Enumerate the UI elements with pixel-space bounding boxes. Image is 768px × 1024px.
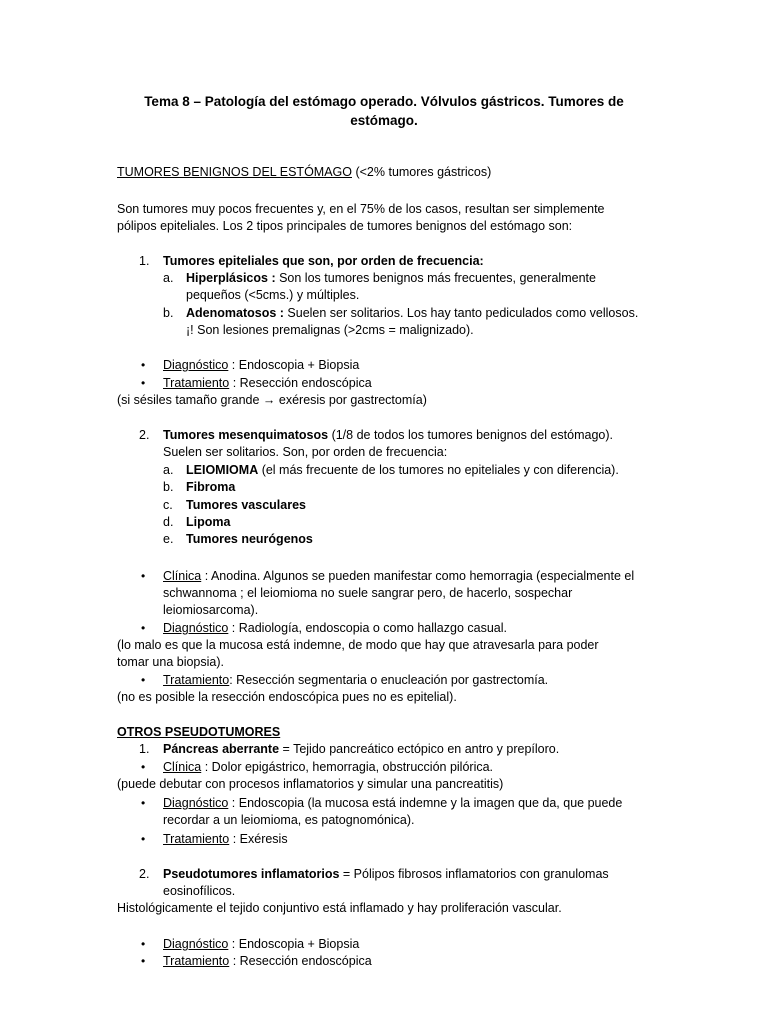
mes-diagnostico: Diagnóstico : Radiología, endoscopia o como hallazgo casual. — [163, 621, 507, 635]
p1-note: (puede debutar con procesos inflamatorios y simular una pancreatitis) — [117, 777, 504, 791]
mes-clinica: Clínica : Anodina. Algunos se pueden manifestar como hemorragia (especialmente el — [163, 569, 635, 583]
bullet-icon: • — [141, 954, 146, 968]
list-number: 2. — [139, 867, 150, 881]
bullet-icon: • — [141, 832, 146, 846]
list-number: 2. — [139, 428, 150, 442]
mes-note-3: (no es posible la resección endoscópica pues no es epitelial). — [117, 690, 457, 704]
item-epiteliales: Tumores epiteliales que son, por orden de frecuencia: — [163, 254, 484, 268]
sublist-letter: b. — [163, 306, 174, 320]
sublist-letter: a. — [163, 463, 174, 477]
subitem-hiperplasicos: Hiperplásicos : Son los tumores benignos más frecuentes, generalmente — [186, 271, 596, 285]
epi-note: (si sésiles tamaño grande → exéresis por gastrectomía) — [117, 393, 427, 407]
bullet-icon: • — [141, 937, 146, 951]
bullet-icon: • — [141, 760, 146, 774]
p1-clinica: Clínica : Dolor epigástrico, hemorragia, obstrucción pilórica. — [163, 760, 494, 774]
title-line-2: estómago. — [350, 113, 418, 128]
list-number: 1. — [139, 742, 150, 756]
p2-diagnostico: Diagnóstico : Endoscopia + Biopsia — [163, 937, 360, 951]
intro-line-2: pólipos epiteliales. Los 2 tipos principales de tumores benignos del estómago son: — [117, 219, 573, 233]
epi-diagnostico: Diagnóstico : Endoscopia + Biopsia — [163, 358, 360, 372]
list-number: 1. — [139, 254, 150, 268]
subitem-hiperplasicos-cont: pequeños (<5cms.) y múltiples. — [186, 288, 360, 302]
subitem-neurogenos: Tumores neurógenos — [186, 532, 313, 546]
mes-tratamiento: Tratamiento: Resección segmentaria o enucleación por gastrectomía. — [163, 673, 549, 687]
p1-tratamiento: Tratamiento : Exéresis — [163, 832, 288, 846]
sublist-letter: e. — [163, 532, 174, 546]
item-pseudotumores-inflamatorios: Pseudotumores inflamatorios = Pólipos fibrosos inflamatorios con granulomas — [163, 867, 609, 881]
bullet-icon: • — [141, 358, 146, 372]
subitem-adenomatosos: Adenomatosos : Suelen ser solitarios. Los hay tanto pediculados como vellosos. — [186, 306, 639, 320]
item-mesenquimatosos: Tumores mesenquimatosos (1/8 de todos los tumores benignos del estómago). — [163, 428, 613, 442]
p1-diagnostico-cont: recordar a un leiomioma, es patognomónica). — [163, 813, 415, 827]
p2-note: Histológicamente el tejido conjuntivo está inflamado y hay proliferación vascular. — [117, 901, 562, 915]
sublist-letter: b. — [163, 480, 174, 494]
section-heading-pseudotumores: OTROS PSEUDOTUMORES — [117, 725, 281, 739]
mes-note-1: (lo malo es que la mucosa está indemne, de modo que hay que atravesarla para poder — [117, 638, 599, 652]
sublist-letter: a. — [163, 271, 174, 285]
item-pseudotumores-cont: eosinofílicos. — [163, 884, 236, 898]
item-pancreas-aberrante: Páncreas aberrante = Tejido pancreático ectópico en antro y prepíloro. — [163, 742, 560, 756]
sublist-letter: c. — [163, 498, 173, 512]
title-line-1: Tema 8 – Patología del estómago operado. Vólvulos gástricos. Tumores de — [144, 94, 624, 109]
bullet-icon: • — [141, 569, 146, 583]
subitem-leiomioma: LEIOMIOMA (el más frecuente de los tumores no epiteliales y con diferencia). — [186, 463, 619, 477]
bullet-icon: • — [141, 376, 146, 390]
page-title — [120, 92, 648, 130]
sublist-letter: d. — [163, 515, 174, 529]
mes-clinica-cont-2: leiomiosarcoma). — [163, 603, 259, 617]
section-heading-benignos: TUMORES BENIGNOS DEL ESTÓMAGO (<2% tumores gástricos) — [117, 165, 492, 179]
subitem-fibroma: Fibroma — [186, 480, 236, 494]
mes-note-2: tomar una biopsia). — [117, 655, 225, 669]
bullet-icon: • — [141, 673, 146, 687]
p1-diagnostico: Diagnóstico : Endoscopia (la mucosa está indemne y la imagen que da, que puede — [163, 796, 623, 810]
arrow-right-icon: → — [262, 393, 276, 407]
subitem-vasculares: Tumores vasculares — [186, 498, 306, 512]
bullet-icon: • — [141, 621, 146, 635]
item-mesenquimatosos-cont: Suelen ser solitarios. Son, por orden de frecuencia: — [163, 445, 448, 459]
subitem-adenomatosos-cont: ¡! Son lesiones premalignas (>2cms = malignizado). — [186, 323, 474, 337]
bullet-icon: • — [141, 796, 146, 810]
epi-tratamiento: Tratamiento : Resección endoscópica — [163, 376, 372, 390]
intro-line-1: Son tumores muy pocos frecuentes y, en el 75% de los casos, resultan ser simplemente — [117, 202, 605, 216]
p2-tratamiento: Tratamiento : Resección endoscópica — [163, 954, 372, 968]
subitem-lipoma: Lipoma — [186, 515, 231, 529]
mes-clinica-cont-1: schwannoma ; el leiomioma no suele sangrar pero, de hacerlo, sospechar — [163, 586, 573, 600]
